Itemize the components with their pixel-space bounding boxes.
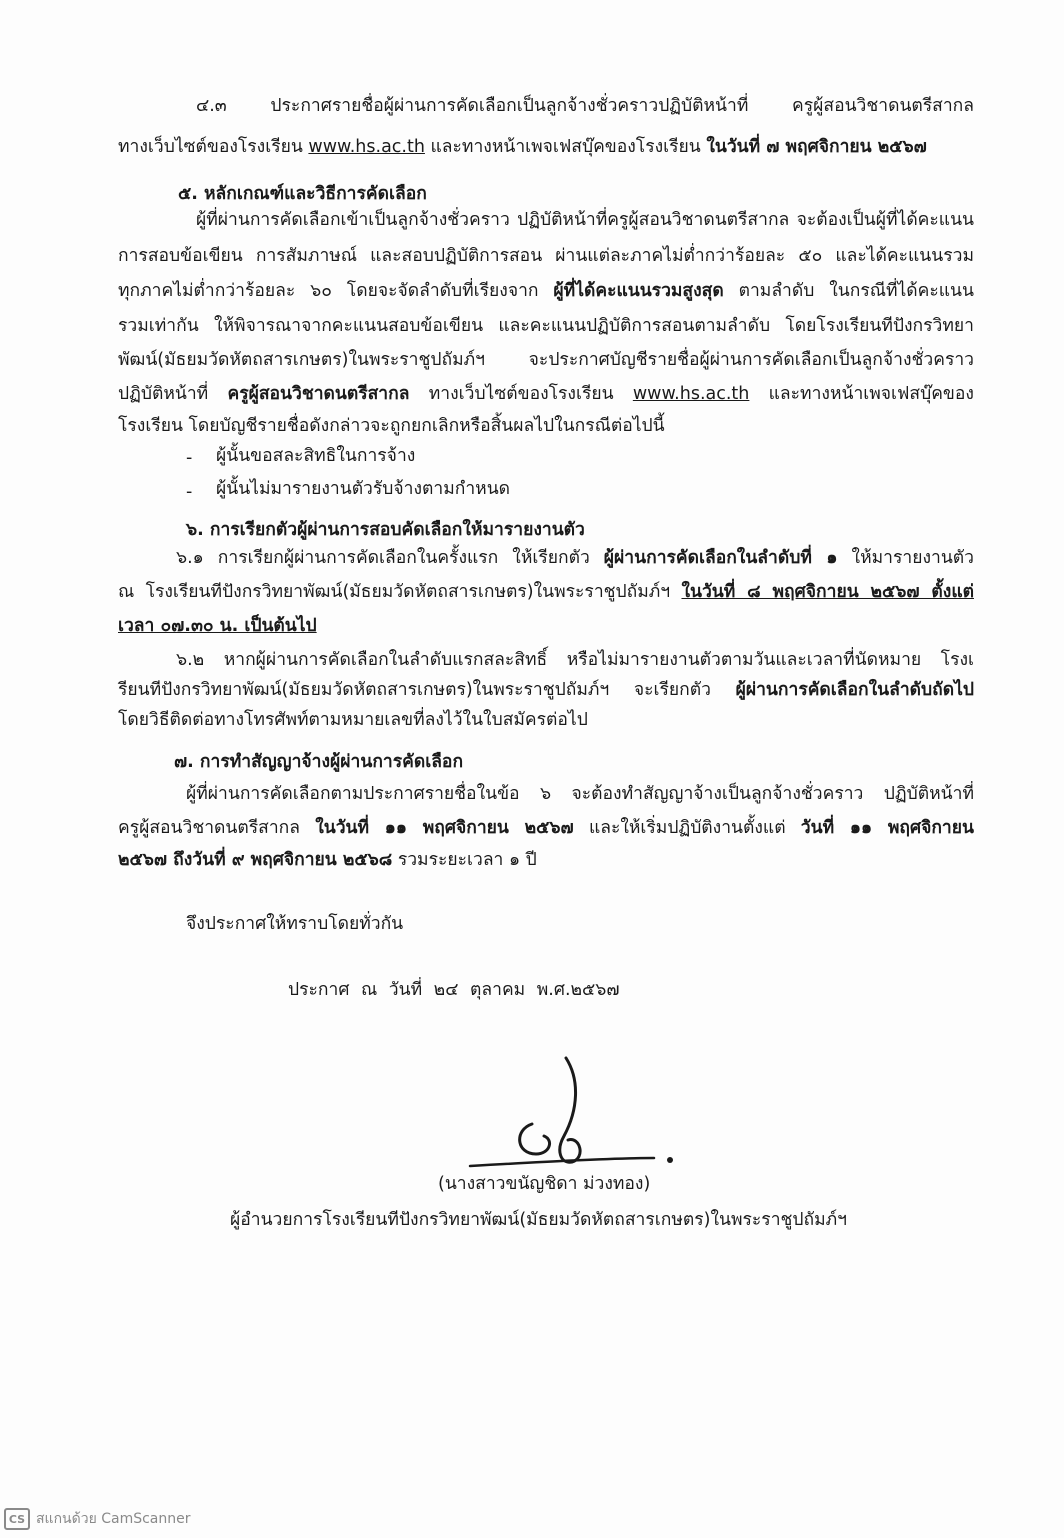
announce-date: ประกาศ ณ วันที่ ๒๔ ตุลาคม พ.ศ.๒๕๖๗ xyxy=(288,980,620,1000)
sec5-line3-bold: ผู้ที่ได้คะแนนรวมสูงสุด xyxy=(553,281,724,301)
sec5-line1: ผู้ที่ผ่านการคัดเลือกเข้าเป็นลูกจ้างชั่วคราว ปฏิบัติหน้าที่ครูผู้สอนวิชาดนตรีสากล จะต้องเป็นผู้ที่ได้คะแนน xyxy=(196,210,974,230)
sec5-line2: การสอบข้อเขียน การสัมภาษณ์ และสอบปฏิบัติการสอน ผ่านแต่ละภาคไม่ต่ำกว่าร้อยละ ๕๐ และได้คะแนนรวม xyxy=(118,246,974,266)
school-website-link-2[interactable]: www.hs.ac.th xyxy=(632,384,750,404)
sec62-line2 xyxy=(118,676,974,704)
signature-image xyxy=(440,1050,690,1180)
sec61-line1 xyxy=(176,544,974,572)
sec5-line4: รวมเท่ากัน ให้พิจารณาจากคะแนนสอบข้อเขียน และคะแนนปฏิบัติการสอนตามลำดับ โดยโรงเรียนทีปังกรวิทยา xyxy=(118,316,974,336)
camscanner-watermark xyxy=(4,1506,191,1532)
sec61-line2-bold: ในวันที่ ๘ พฤศจิกายน ๒๕๖๗ ตั้งแต่ xyxy=(681,582,974,602)
bullet-dash: - xyxy=(186,448,193,468)
sec5-line3-b: ตามลำดับ ในกรณีที่ได้คะแนน xyxy=(738,281,974,301)
sec62-line2-a: รียนทีปังกรวิทยาพัฒน์(มัธยมวัดหัตถสารเกษตร)ในพระราชูปถัมภ์ฯ จะเรียกตัว xyxy=(118,680,711,700)
sec7-line2-b: และให้เริ่มปฏิบัติงานตั้งแต่ xyxy=(588,818,786,838)
camscanner-text: สแกนด้วย CamScanner xyxy=(36,1511,191,1527)
sec62-line2-bold: ผู้ผ่านการคัดเลือกในลำดับถัดไป xyxy=(735,680,974,700)
sec5-line6-b: ทางเว็บไซต์ของโรงเรียน xyxy=(428,384,614,404)
school-website-link[interactable]: www.hs.ac.th xyxy=(308,137,425,157)
camscanner-logo-icon: CS xyxy=(4,1508,30,1530)
sec43-text-b: และทางหน้าเพจเฟสบุ๊คของโรงเรียน xyxy=(430,137,701,157)
sec7-line3-b: รวมระยะเวลา ๑ ปี xyxy=(397,850,537,870)
sec61-line3: เวลา ๐๗.๓๐ น. เป็นต้นไป xyxy=(118,616,317,636)
sec5-line3-a: ทุกภาคไม่ต่ำกว่าร้อยละ ๖๐ โดยจะจัดลำดับที่เรียงจาก xyxy=(118,281,539,301)
sec62-line1: ๖.๒ หากผู้ผ่านการคัดเลือกในลำดับแรกสละสิทธิ์ หรือไม่มารายงานตัวตามวันและเวลาที่นัดหมาย โรงเ xyxy=(176,650,974,670)
closing-statement: จึงประกาศให้ทราบโดยทั่วกัน xyxy=(186,914,404,934)
sec7-heading: ๗. การทำสัญญาจ้างผู้ผ่านการคัดเลือก xyxy=(174,752,464,772)
sec5-line3 xyxy=(118,277,974,305)
sec7-line2-bold2: วันที่ ๑๑ พฤศจิกายน xyxy=(800,818,974,838)
sec61-a: ๖.๑ การเรียกผู้ผ่านการคัดเลือกในครั้งแรก ให้เรียกตัว xyxy=(176,548,590,568)
sec61-line2-a: ณ โรงเรียนทีปังกรวิทยาพัฒน์(มัธยมวัดหัตถสารเกษตร)ในพระราชูปถัมภ์ฯ xyxy=(118,582,671,602)
sec7-line1: ผู้ที่ผ่านการคัดเลือกตามประกาศรายชื่อในข้อ ๖ จะต้องทำสัญญาจ้างเป็นลูกจ้างชั่วคราว ปฏิบัติหน้าที่ xyxy=(186,784,974,804)
sec43-date: ในวันที่ ๗ พฤศจิกายน ๒๕๖๗ xyxy=(706,137,927,157)
sec5-line6-c: และทางหน้าเพจเฟสบุ๊คของ xyxy=(768,384,974,404)
signer-name: (นางสาวขนัญชิดา ม่วงทอง) xyxy=(438,1174,651,1194)
bullet-item: ผู้นั้นไม่มารายงานตัวรับจ้างตามกำหนด xyxy=(216,479,511,499)
sec5-line6-bold: ครูผู้สอนวิชาดนตรีสากล xyxy=(227,384,410,404)
sec61-bold: ผู้ผ่านการคัดเลือกในลำดับที่ ๑ xyxy=(603,548,838,568)
sec62-line3: โดยวิธีติดต่อทางโทรศัพท์ตามหมายเลขที่ลงไว้ในใบสมัครต่อไป xyxy=(118,710,588,730)
sec61-line2 xyxy=(118,578,974,606)
sec7-line2 xyxy=(118,814,974,842)
sec5-line6-a: ปฏิบัติหน้าที่ xyxy=(118,384,209,404)
sec5-line7: โรงเรียน โดยบัญชีรายชื่อดังกล่าวจะถูกยกเลิกหรือสิ้นผลไปในกรณีต่อไปนี้ xyxy=(118,416,665,436)
sec5-heading: ๕. หลักเกณฑ์และวิธีการคัดเลือก xyxy=(178,184,427,204)
sec7-line3-bold: ๒๕๖๗ ถึงวันที่ ๙ พฤศจิกายน ๒๕๖๘ xyxy=(118,850,393,870)
sec7-line2-bold1: ในวันที่ ๑๑ พฤศจิกายน ๒๕๖๗ xyxy=(315,818,574,838)
sec43-line1: ๔.๓ ประกาศรายชื่อผู้ผ่านการคัดเลือกเป็นลูกจ้างชั่วคราวปฏิบัติหน้าที่ ครูผู้สอนวิชาดนตรีสากล xyxy=(196,96,974,116)
bullet-dash: - xyxy=(186,482,193,502)
sec6-heading: ๖. การเรียกตัวผู้ผ่านการสอบคัดเลือกให้มารายงานตัว xyxy=(186,520,585,540)
sec7-line3 xyxy=(118,846,537,874)
sec7-line2-a: ครูผู้สอนวิชาดนตรีสากล xyxy=(118,818,300,838)
sec43-text-a: ทางเว็บไซต์ของโรงเรียน xyxy=(118,137,303,157)
sec5-line5: พัฒน์(มัธยมวัดหัตถสารเกษตร)ในพระราชูปถัมภ์ฯ จะประกาศบัญชีรายชื่อผู้ผ่านการคัดเลือกเป็นลูกจ้างชั่วคราว xyxy=(118,350,974,370)
sec43-line2 xyxy=(118,133,974,161)
signer-position: ผู้อำนวยการโรงเรียนทีปังกรวิทยาพัฒน์(มัธยมวัดหัตถสารเกษตร)ในพระราชูปถัมภ์ฯ xyxy=(230,1210,848,1230)
sec61-b: ให้มารายงานตัว xyxy=(851,548,974,568)
bullet-item: ผู้นั้นขอสละสิทธิในการจ้าง xyxy=(216,446,416,466)
sec5-line6 xyxy=(118,380,974,408)
